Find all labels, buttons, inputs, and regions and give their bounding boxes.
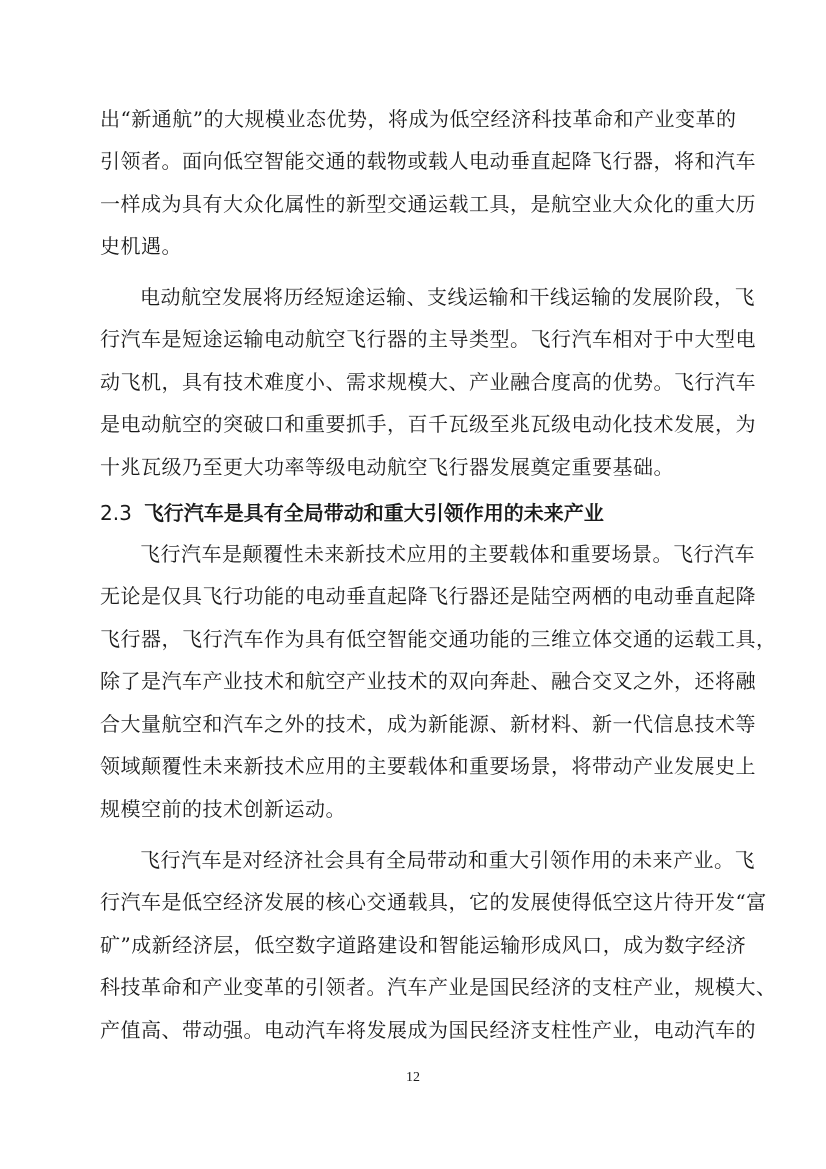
paragraph-line: 史机遇。: [100, 234, 182, 258]
paragraph-line: 无论是仅具飞行功能的电动垂直起降飞行器还是陆空两栖的电动垂直起降: [100, 584, 756, 608]
paragraph-line: 矿”成新经济层，低空数字道路建设和智能运输形成风口，成为数字经济: [100, 933, 747, 957]
paragraph-line: 动飞机，具有技术难度小、需求规模大、产业融合度高的优势。飞行汽车: [100, 370, 756, 394]
paragraph-line: 飞行汽车是颠覆性未来新技术应用的主要载体和重要场景。飞行汽车: [140, 542, 755, 566]
paragraph-line: 飞行汽车是对经济社会具有全局带动和重大引领作用的未来产业。飞: [140, 848, 755, 872]
paragraph-line: 引领者。面向低空智能交通的载物或载人电动垂直起降飞行器，将和汽车: [100, 149, 756, 173]
paragraph-line: 科技革命和产业变革的引领者。汽车产业是国民经济的支柱产业，规模大、: [100, 975, 777, 999]
section-number: 2.3: [100, 501, 132, 525]
paragraph-line: 是电动航空的突破口和重要抓手，百千瓦级至兆瓦级电动化技术发展，为: [100, 412, 756, 436]
section-title: 飞行汽车是具有全局带动和重大引领作用的未来产业: [143, 501, 604, 525]
paragraph-line: 领域颠覆性未来新技术应用的主要载体和重要场景，将带动产业发展史上: [100, 754, 756, 778]
section-heading: [100, 497, 728, 529]
paragraph-line: 合大量航空和汽车之外的技术，成为新能源、新材料、新一代信息技术等: [100, 712, 756, 736]
paragraph-line: 除了是汽车产业技术和航空产业技术的双向奔赴、融合交叉之外，还将融: [100, 669, 756, 693]
paragraph-line: 行汽车是短途运输电动航空飞行器的主导类型。飞行汽车相对于中大型电: [100, 327, 756, 351]
page-number: 12: [406, 1070, 420, 1085]
paragraph-line: 产值高、带动强。电动汽车将发展成为国民经济支柱性产业，电动汽车的: [100, 1018, 756, 1042]
paragraph-line: 十兆瓦级乃至更大功率等级电动航空飞行器发展奠定重要基础。: [100, 455, 674, 479]
paragraph-line: 行汽车是低空经济发展的核心交通载具，它的发展使得低空这片待开发“富: [100, 890, 767, 914]
paragraph-line: 出“新通航”的大规模业态优势，将成为低空经济科技革命和产业变革的: [100, 107, 737, 131]
paragraph-line: 电动航空发展将历经短途运输、支线运输和干线运输的发展阶段，飞: [140, 285, 755, 309]
paragraph-line: 规模空前的技术创新运动。: [100, 797, 346, 821]
paragraph-line: 一样成为具有大众化属性的新型交通运载工具，是航空业大众化的重大历: [100, 192, 756, 216]
paragraph-line: 飞行器，飞行汽车作为具有低空智能交通功能的三维立体交通的运载工具，: [100, 627, 777, 651]
